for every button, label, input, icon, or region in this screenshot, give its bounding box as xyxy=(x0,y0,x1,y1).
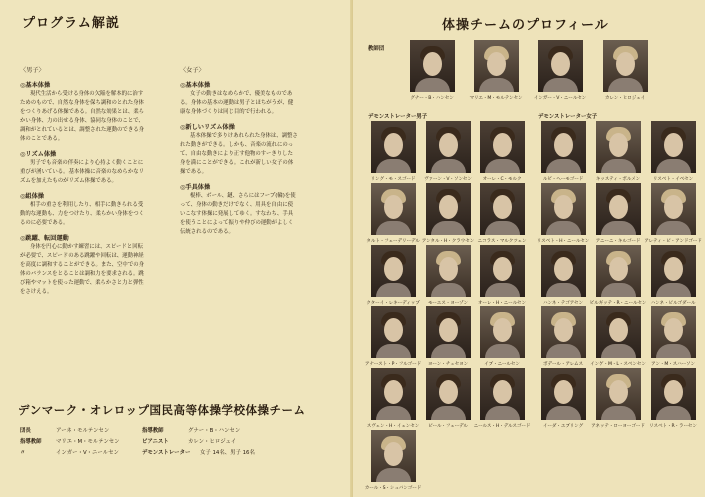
men-section-title: ◎跳躍、転回運動 xyxy=(20,235,69,242)
men-section-text: 男子でも音楽の伴奏により心持よく動くことに重びが湧いている。基本体操に音楽のなめらかなリズムを加えたものがリズム体操である。 xyxy=(20,160,144,184)
profile-name: モーエス・ヨーゾン xyxy=(427,301,469,306)
profile-name: ビルギッテ・R・ニールセン xyxy=(589,301,647,306)
portrait-photo xyxy=(596,183,641,235)
profile-card xyxy=(589,245,647,306)
profile-name: リスベト・R・ラーセン xyxy=(649,424,697,429)
portrait-photo xyxy=(426,306,471,358)
staff-value: インガー・V・ニールセン xyxy=(56,450,119,456)
profile-name: イブ・ニールセン xyxy=(484,362,520,367)
profile-name: クターイ・レキーディップ xyxy=(366,301,420,306)
portrait-photo xyxy=(480,368,525,420)
profile-card xyxy=(589,306,647,367)
women-section-text: 女子の動きはなめらかで、優美なものである。身体の基本の運動は男子とほちがうが、健康な身体づくりは同じ目的で行われる。 xyxy=(180,91,294,115)
profile-card xyxy=(473,121,531,182)
profile-card xyxy=(473,245,531,306)
profile-name: アナースト・P・フルゴード xyxy=(364,362,422,367)
portrait-photo xyxy=(651,368,696,420)
profile-name: リスベト・H・ニールセン xyxy=(536,239,590,244)
profile-card xyxy=(364,121,422,182)
profile-name: アン・M・スハーソン xyxy=(651,362,695,367)
profile-name: ヨーン・チュセヨン xyxy=(427,362,469,367)
profile-card xyxy=(644,368,702,429)
profile-name: ニールス・H・デルスゴード xyxy=(473,424,531,429)
profile-name: ボデール・アレムス xyxy=(543,362,583,367)
portrait-photo xyxy=(596,245,641,297)
profile-card xyxy=(364,306,422,367)
portrait-photo xyxy=(596,121,641,173)
portrait-photo xyxy=(541,245,586,297)
women-section-title: ◎手具体操 xyxy=(180,184,211,191)
profile-name: オーレ・H・ニールセン xyxy=(477,301,527,306)
staff-label: 指導教師 xyxy=(20,439,42,445)
staff-list-left xyxy=(20,426,120,459)
profile-name: マリエ・M・モルテンセン xyxy=(469,96,523,101)
portrait-photo xyxy=(410,40,455,92)
staff-value: グナー・B・ハンセン xyxy=(188,428,241,434)
profile-card xyxy=(419,368,477,429)
portrait-photo xyxy=(426,368,471,420)
men-section-title: ◎組体操 xyxy=(20,193,44,200)
portrait-photo xyxy=(596,306,641,358)
staff-list-right xyxy=(142,426,255,459)
portrait-photo xyxy=(541,183,586,235)
portrait-photo xyxy=(371,183,416,235)
portrait-photo xyxy=(426,245,471,297)
portrait-photo xyxy=(371,430,416,482)
men-section-title: ◎リズム体操 xyxy=(20,151,57,158)
profile-card xyxy=(364,430,422,491)
women-demonstrators-label: デモンストレーター女子 xyxy=(538,114,598,120)
portrait-photo xyxy=(541,306,586,358)
profile-name: ニコラス・マルクツェン xyxy=(477,239,527,244)
profile-name: グナー・B・ハンセン xyxy=(410,96,454,101)
profile-name: アレティ・ピ・アンドゴード xyxy=(644,239,702,244)
teachers-label: 教師団 xyxy=(368,46,385,52)
portrait-photo xyxy=(538,40,583,92)
women-section-text: 基本体操で多りけあれられた身体は、調整された動きができる。しかも、音楽の流れにのって、自由な動きにより正す他物のすーきりした身を満にことができる。これが新しい女子の体操である。 xyxy=(180,133,298,175)
profile-name: ピール・フェーデル xyxy=(428,424,468,429)
profile-card xyxy=(419,306,477,367)
men-heading: 〈男子〉 xyxy=(20,67,45,74)
men-demonstrators-label: デモンストレーター男子 xyxy=(368,114,428,120)
portrait-photo xyxy=(371,368,416,420)
portrait-photo xyxy=(541,121,586,173)
profile-card xyxy=(589,183,647,244)
portrait-photo xyxy=(480,121,525,173)
men-section-text: 相手の重さを利用したり、相手に動きられる受動的な運動も、力をつけたり、柔らかい身体をつくるのに必要である。 xyxy=(20,202,144,226)
portrait-photo xyxy=(426,121,471,173)
profile-card xyxy=(534,121,592,182)
profile-card xyxy=(403,40,461,101)
profile-name: アンタル・H・クラウセン xyxy=(421,239,475,244)
profile-card xyxy=(364,245,422,306)
profile-name: スヴェン・H・イェンセン xyxy=(366,424,420,429)
staff-label: 団長 xyxy=(20,428,31,434)
portrait-photo xyxy=(426,183,471,235)
profile-name: キッスティ・ボルメン xyxy=(595,177,641,182)
men-section-text: 身体を円心に動かす練習には、スピードと回転が必要で、スピードのある跳躍や回転は、運動神経を高度に調和することができる。また、空中での身体のバランスをとることは調和力を要求される。跳び箱やマットを使った運動で、柔らかさと力と弾性をさけえる。 xyxy=(20,244,144,295)
portrait-photo xyxy=(371,306,416,358)
staff-value: マリエ・M・モルテンセン xyxy=(56,439,120,445)
profile-card xyxy=(644,121,702,182)
profile-card xyxy=(534,245,592,306)
portrait-photo xyxy=(651,121,696,173)
women-column xyxy=(180,62,300,237)
profile-card xyxy=(534,368,592,429)
profile-name: インゲ・M・L・スベンセン xyxy=(590,362,646,367)
portrait-photo xyxy=(541,368,586,420)
staff-label: デモンストレーター xyxy=(142,450,191,456)
profile-card xyxy=(419,183,477,244)
profile-name: ハンネ・テゴアセン xyxy=(542,301,584,306)
men-column xyxy=(20,62,150,297)
profile-card xyxy=(644,183,702,244)
profile-card xyxy=(644,306,702,367)
profile-card xyxy=(589,368,647,429)
portrait-photo xyxy=(651,183,696,235)
profile-card xyxy=(467,40,525,101)
women-heading: 〈女子〉 xyxy=(180,67,205,74)
profile-name: イーダ・エブリング xyxy=(542,424,584,429)
profile-card xyxy=(596,40,654,101)
staff-row xyxy=(20,448,120,459)
portrait-photo xyxy=(480,245,525,297)
profile-name: タルト・フェーデリーデル xyxy=(366,239,420,244)
profile-name: ハンネ・ピルゴダール xyxy=(650,301,696,306)
women-section-title: ◎新しいリズム体操 xyxy=(180,124,235,131)
profile-name: ルビ・ヘーモゴード xyxy=(542,177,584,182)
profile-name: リスベト・イベセン xyxy=(652,177,694,182)
profile-card xyxy=(364,183,422,244)
staff-label: ピアニスト xyxy=(142,439,169,445)
profile-name: アニーニ・キルゴード xyxy=(595,239,641,244)
profile-name: オーレ・C・モルク xyxy=(482,177,522,182)
profile-card xyxy=(473,306,531,367)
staff-value: アーネ・モルテンセン xyxy=(56,428,110,434)
profile-card xyxy=(419,245,477,306)
profile-name: カール・S・シュバンゴード xyxy=(364,486,422,491)
portrait-photo xyxy=(480,306,525,358)
staff-label: 指導教師 xyxy=(142,428,164,434)
portrait-photo xyxy=(651,245,696,297)
staff-value: カレン・ヒロジェイ xyxy=(188,439,237,445)
school-name: デンマーク・オレロップ国民高等体操学校体操チーム xyxy=(18,403,306,417)
left-page xyxy=(0,0,352,497)
profile-card xyxy=(534,183,592,244)
profile-card xyxy=(589,121,647,182)
portrait-photo xyxy=(371,245,416,297)
program-title: プログラム解説 xyxy=(22,16,120,31)
profile-name: アネッテ・ローヨーゴード xyxy=(591,424,645,429)
staff-value: 女子 14名、男子 16名 xyxy=(200,450,255,456)
women-section-title: ◎基本体操 xyxy=(180,82,211,89)
profile-name: ヴァーン・V・ソンセン xyxy=(424,177,472,182)
profile-name: インガー・V・ニールセン xyxy=(533,96,587,101)
profile-name: リング・モ・スゴード xyxy=(370,177,416,182)
staff-label: 〃 xyxy=(20,450,26,456)
profile-card xyxy=(364,368,422,429)
staff-row xyxy=(142,437,255,448)
men-section-title: ◎基本体操 xyxy=(20,82,51,89)
profile-card xyxy=(473,368,531,429)
staff-row xyxy=(142,448,255,459)
profile-card xyxy=(531,40,589,101)
profile-card xyxy=(419,121,477,182)
portrait-photo xyxy=(596,368,641,420)
portrait-photo xyxy=(480,183,525,235)
staff-row xyxy=(20,437,120,448)
profile-card xyxy=(534,306,592,367)
portrait-photo xyxy=(651,306,696,358)
staff-row xyxy=(20,426,120,437)
portrait-photo xyxy=(371,121,416,173)
men-section-text: 現代生活から受ける身体の欠陥を解本的に治すためのもので、自然な身体を保ち調和のとれた身体をつくりあげる体操である。自然な効果とは、柔らかい身体、力の出せる身体、協同な身体のことで、調和がとれているとは、調整された運動のできる身体のことである。 xyxy=(20,91,144,142)
portrait-photo xyxy=(603,40,648,92)
profile-card xyxy=(473,183,531,244)
profile-name: カレン・ヒロジェイ xyxy=(604,96,646,101)
staff-row xyxy=(142,426,255,437)
profile-title: 体操チームのプロフィール xyxy=(442,18,609,33)
portrait-photo xyxy=(474,40,519,92)
profile-card xyxy=(644,245,702,306)
women-section-text: 棍棒、ボール、鏈、さらにはフープ(輪)を使って、身体の動きだけでなく、用具を自由に使いこなす体操に発展してゆく。すなわち、手具を使うことによって振りや仲びの運動がよしく伝統されるのである。 xyxy=(180,193,296,235)
